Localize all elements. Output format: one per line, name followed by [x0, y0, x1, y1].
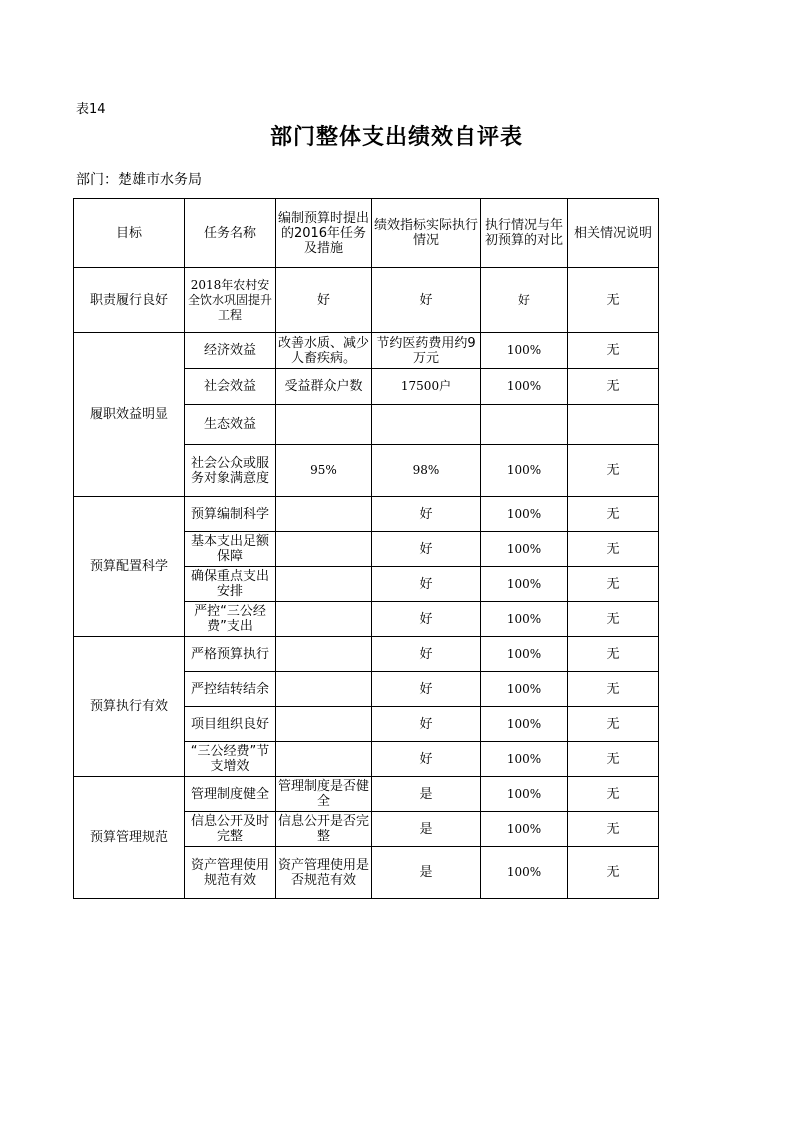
table-number: 表14: [76, 102, 106, 117]
task-cell: 管理制度健全: [185, 777, 276, 812]
actual-cell: 好: [372, 672, 481, 707]
target-cell: 预算执行有效: [74, 637, 185, 777]
task-cell: 生态效益: [185, 405, 276, 445]
compare-cell: 100%: [481, 532, 568, 567]
compare-cell: 100%: [481, 567, 568, 602]
task-cell: “三公经费”节支增效: [185, 742, 276, 777]
column-header: 绩效指标实际执行情况: [372, 199, 481, 268]
task-cell: 社会效益: [185, 369, 276, 405]
table-row: [74, 637, 659, 672]
note-cell: 无: [568, 707, 659, 742]
compare-cell: 100%: [481, 777, 568, 812]
compare-cell: 100%: [481, 445, 568, 497]
note-cell: 无: [568, 567, 659, 602]
note-cell: 无: [568, 333, 659, 369]
note-cell: 无: [568, 847, 659, 899]
actual-cell: 节约医药费用约9万元: [372, 333, 481, 369]
plan-cell: 改善水质、减少人畜疾病。: [276, 333, 372, 369]
actual-cell: 是: [372, 847, 481, 899]
note-cell: [568, 405, 659, 445]
actual-cell: 是: [372, 777, 481, 812]
compare-cell: 100%: [481, 497, 568, 532]
page-title: 部门整体支出绩效自评表: [269, 125, 523, 150]
task-cell: 严控结转结余: [185, 672, 276, 707]
note-cell: 无: [568, 497, 659, 532]
target-cell: 预算配置科学: [74, 497, 185, 637]
task-cell: 2018年农村安全饮水巩固提升工程: [185, 268, 276, 333]
target-cell: 履职效益明显: [74, 333, 185, 497]
actual-cell: 好: [372, 567, 481, 602]
task-cell: 社会公众或服务对象满意度: [185, 445, 276, 497]
plan-cell: [276, 742, 372, 777]
table-row: [74, 333, 659, 369]
task-cell: 经济效益: [185, 333, 276, 369]
plan-cell: [276, 672, 372, 707]
compare-cell: [481, 405, 568, 445]
compare-cell: 100%: [481, 742, 568, 777]
column-header: 相关情况说明: [568, 199, 659, 268]
actual-cell: 好: [372, 268, 481, 333]
task-cell: 基本支出足额保障: [185, 532, 276, 567]
task-cell: 严格预算执行: [185, 637, 276, 672]
plan-cell: 信息公开是否完整: [276, 812, 372, 847]
column-header: 目标: [74, 199, 185, 268]
compare-cell: 100%: [481, 333, 568, 369]
plan-cell: [276, 405, 372, 445]
table-header-row: [74, 199, 659, 268]
note-cell: 无: [568, 268, 659, 333]
target-cell: 职责履行良好: [74, 268, 185, 333]
actual-cell: 好: [372, 707, 481, 742]
plan-cell: 资产管理使用是否规范有效: [276, 847, 372, 899]
compare-cell: 100%: [481, 602, 568, 637]
note-cell: 无: [568, 602, 659, 637]
note-cell: 无: [568, 445, 659, 497]
note-cell: 无: [568, 532, 659, 567]
plan-cell: 管理制度是否健全: [276, 777, 372, 812]
plan-cell: [276, 497, 372, 532]
task-cell: 严控“三公经费”支出: [185, 602, 276, 637]
actual-cell: [372, 405, 481, 445]
task-cell: 项目组织良好: [185, 707, 276, 742]
plan-cell: [276, 707, 372, 742]
table-row: [74, 268, 659, 333]
actual-cell: 好: [372, 497, 481, 532]
actual-cell: 98%: [372, 445, 481, 497]
plan-cell: 95%: [276, 445, 372, 497]
table-row: [74, 497, 659, 532]
compare-cell: 100%: [481, 847, 568, 899]
table-row: [74, 777, 659, 812]
compare-cell: 100%: [481, 812, 568, 847]
note-cell: 无: [568, 777, 659, 812]
performance-table: [73, 198, 659, 899]
department-label: 部门：楚雄市水务局: [76, 172, 202, 188]
compare-cell: 100%: [481, 369, 568, 405]
note-cell: 无: [568, 742, 659, 777]
target-cell: 预算管理规范: [74, 777, 185, 899]
plan-cell: 受益群众户数: [276, 369, 372, 405]
task-cell: 确保重点支出安排: [185, 567, 276, 602]
plan-cell: [276, 532, 372, 567]
note-cell: 无: [568, 369, 659, 405]
compare-cell: 100%: [481, 672, 568, 707]
compare-cell: 100%: [481, 707, 568, 742]
note-cell: 无: [568, 812, 659, 847]
compare-cell: 好: [481, 268, 568, 333]
actual-cell: 好: [372, 637, 481, 672]
plan-cell: [276, 637, 372, 672]
note-cell: 无: [568, 672, 659, 707]
actual-cell: 好: [372, 742, 481, 777]
plan-cell: [276, 602, 372, 637]
column-header: 执行情况与年初预算的对比: [481, 199, 568, 268]
task-cell: 资产管理使用规范有效: [185, 847, 276, 899]
compare-cell: 100%: [481, 637, 568, 672]
actual-cell: 17500户: [372, 369, 481, 405]
actual-cell: 是: [372, 812, 481, 847]
column-header: 任务名称: [185, 199, 276, 268]
task-cell: 信息公开及时完整: [185, 812, 276, 847]
plan-cell: 好: [276, 268, 372, 333]
note-cell: 无: [568, 637, 659, 672]
task-cell: 预算编制科学: [185, 497, 276, 532]
column-header: 编制预算时提出的2016年任务及措施: [276, 199, 372, 268]
actual-cell: 好: [372, 532, 481, 567]
actual-cell: 好: [372, 602, 481, 637]
plan-cell: [276, 567, 372, 602]
